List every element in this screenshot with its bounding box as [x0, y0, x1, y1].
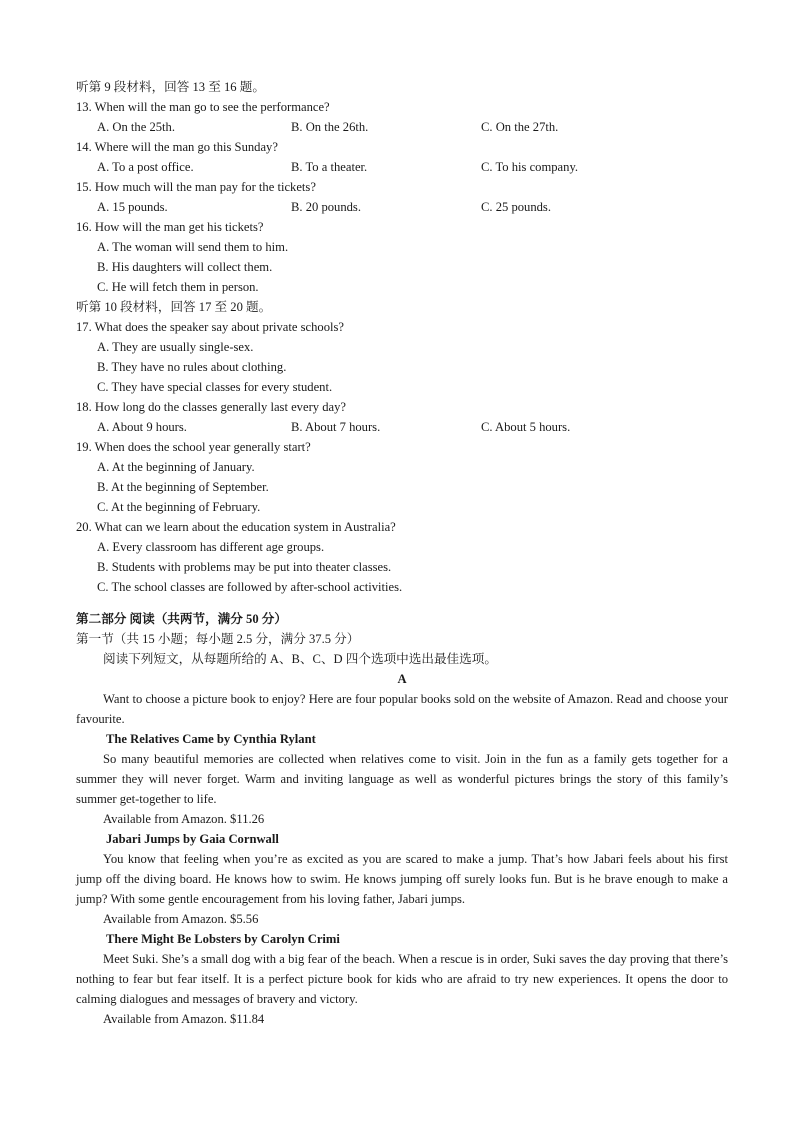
reading-instruction: 阅读下列短文，从每题所给的 A、B、C、D 四个选项中选出最佳选项。	[103, 652, 497, 666]
option-b: B. On the 26th.	[291, 120, 369, 134]
book-title: Jabari Jumps by Gaia Cornwall	[106, 832, 279, 846]
exam-page	[76, 77, 728, 1029]
option-a: A. The woman will send them to him.	[97, 240, 289, 254]
option-a: A. At the beginning of January.	[97, 460, 255, 474]
section-10-header: 听第 10 段材料，回答 17 至 20 题。	[76, 300, 272, 314]
book-availability: Available from Amazon. $11.26	[103, 812, 265, 826]
option-a: A. About 9 hours.	[97, 420, 187, 434]
question-15-options	[76, 197, 728, 217]
option-b: B. 20 pounds.	[291, 200, 361, 214]
option-c: C. On the 27th.	[481, 120, 559, 134]
option-c: C. 25 pounds.	[481, 200, 551, 214]
option-c: C. They have special classes for every student.	[97, 380, 333, 394]
reading-part-title: 第二部分 阅读（共两节，满分 50 分）	[76, 612, 287, 626]
book-availability: Available from Amazon. $5.56	[103, 912, 259, 926]
book-title: There Might Be Lobsters by Carolyn Crimi	[106, 932, 340, 946]
book-description: You know that feeling when you’re as excited as you are scared to make a jump. That’s how Jabari feels about his first jump off the diving board. He knows how to swim. He knows jumping off surely looks fun. But is he brave enough to make a jump? With some gentle encouragement from his loving father, Jabari jumps.	[76, 852, 728, 906]
option-c: C. At the beginning of February.	[97, 500, 261, 514]
option-c: C. The school classes are followed by after-school activities.	[97, 580, 403, 594]
question-16-stem: 16. How will the man get his tickets?	[76, 220, 264, 234]
question-18-options	[76, 417, 728, 437]
question-14-stem: 14. Where will the man go this Sunday?	[76, 140, 278, 154]
option-c: C. He will fetch them in person.	[97, 280, 259, 294]
question-13-stem: 13. When will the man go to see the performance?	[76, 100, 330, 114]
passage-intro: Want to choose a picture book to enjoy? Here are four popular books sold on the website of Amazon. Read and choose your favourite.	[76, 692, 728, 726]
option-a: A. To a post office.	[97, 160, 194, 174]
book-description: So many beautiful memories are collected when relatives come to visit. Join in the fun as a family gets together for a summer they will never forget. Warm and inviting language as well as wonderful pictures brings the story of this family’s summer get-together to life.	[76, 752, 728, 806]
option-a: A. 15 pounds.	[97, 200, 168, 214]
question-19-stem: 19. When does the school year generally start?	[76, 440, 311, 454]
question-20-stem: 20. What can we learn about the education system in Australia?	[76, 520, 396, 534]
option-b: B. Students with problems may be put into theater classes.	[97, 560, 392, 574]
book-availability: Available from Amazon. $11.84	[103, 1012, 265, 1026]
question-14-options	[76, 157, 728, 177]
question-15-stem: 15. How much will the man pay for the tickets?	[76, 180, 316, 194]
passage-label: A	[397, 672, 407, 686]
option-b: B. About 7 hours.	[291, 420, 381, 434]
option-b: B. They have no rules about clothing.	[97, 360, 287, 374]
option-a: A. Every classroom has different age groups.	[97, 540, 325, 554]
option-b: B. At the beginning of September.	[97, 480, 269, 494]
section-9-header: 听第 9 段材料，回答 13 至 16 题。	[76, 80, 265, 94]
book-title: The Relatives Came by Cynthia Rylant	[106, 732, 316, 746]
option-b: B. To a theater.	[291, 160, 368, 174]
question-13-options	[76, 117, 728, 137]
option-c: C. About 5 hours.	[481, 420, 571, 434]
option-c: C. To his company.	[481, 160, 579, 174]
section-gap	[76, 597, 728, 609]
option-a: A. They are usually single-sex.	[97, 340, 254, 354]
question-17-stem: 17. What does the speaker say about private schools?	[76, 320, 345, 334]
book-description: Meet Suki. She’s a small dog with a big fear of the beach. When a rescue is in order, Suki saves the day proving that there’s nothing to fear but fear itself. It is a perfect picture book for kids who are afraid to try new experiences. It opens the door to calming dialogues and messages of bravery and victory.	[76, 952, 728, 1006]
question-18-stem: 18. How long do the classes generally last every day?	[76, 400, 346, 414]
option-a: A. On the 25th.	[97, 120, 176, 134]
option-b: B. His daughters will collect them.	[97, 260, 273, 274]
reading-section-header: 第一节（共 15 小题；每小题 2.5 分，满分 37.5 分）	[76, 632, 360, 646]
